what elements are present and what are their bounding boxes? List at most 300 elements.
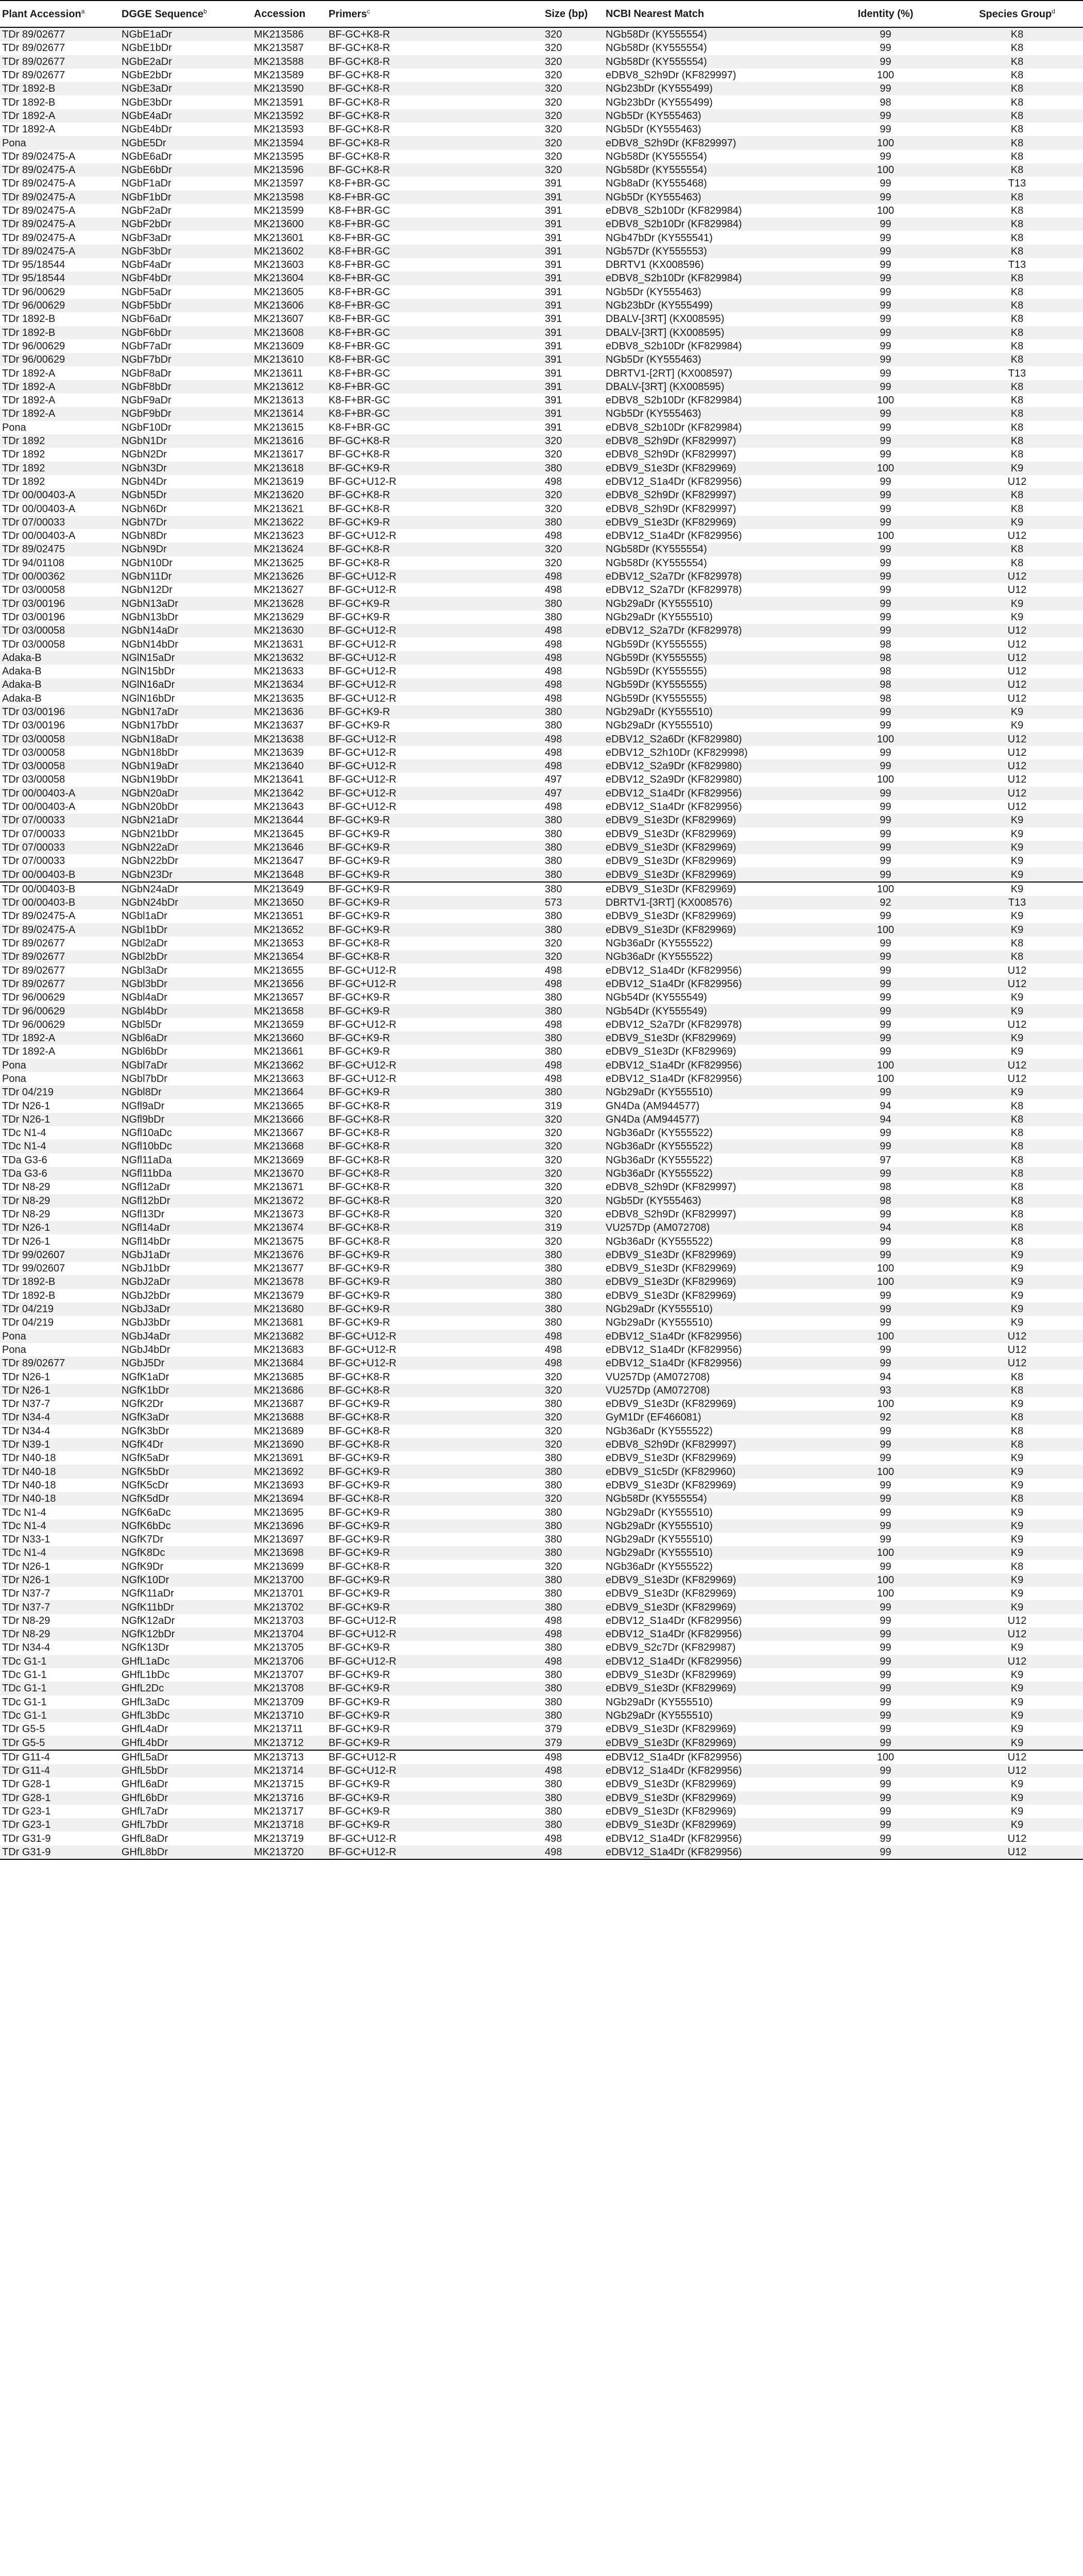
cell-dgge-sequence: NGbN3Dr: [119, 462, 252, 475]
cell-dgge-sequence: NGbN20bDr: [119, 800, 252, 814]
cell-accession: MK213617: [252, 448, 326, 461]
cell-size: 380: [543, 1546, 604, 1560]
cell-size: 498: [543, 1059, 604, 1072]
cell-species-group: U12: [951, 1018, 1083, 1031]
cell-species-group: K9: [951, 1248, 1083, 1262]
cell-size: 380: [543, 1587, 604, 1600]
cell-identity: 99: [820, 1709, 951, 1722]
cell-dgge-sequence: NGbN22bDr: [119, 854, 252, 868]
cell-accession: MK213666: [252, 1113, 326, 1126]
cell-species-group: K8: [951, 502, 1083, 515]
cell-primers: BF-GC+K9-R: [326, 1248, 543, 1262]
cell-accession: MK213644: [252, 814, 326, 827]
cell-accession: MK213706: [252, 1655, 326, 1668]
cell-size: 498: [543, 977, 604, 991]
cell-primers: BF-GC+U12-R: [326, 800, 543, 814]
table-row: [0, 1750, 1083, 1764]
cell-size: 320: [543, 150, 604, 163]
cell-primers: BF-GC+K9-R: [326, 1696, 543, 1709]
cell-accession: MK213647: [252, 854, 326, 868]
cell-accession: MK213614: [252, 407, 326, 420]
cell-identity: 99: [820, 1302, 951, 1316]
cell-size: 380: [543, 1600, 604, 1614]
cell-ncbi-match: eDBV9_S1e3Dr (KF829969): [604, 1289, 820, 1302]
cell-ncbi-match: NGb36aDr (KY555522): [604, 950, 820, 963]
cell-species-group: U12: [951, 529, 1083, 543]
cell-primers: BF-GC+K8-R: [326, 123, 543, 136]
cell-plant-accession: TDr 89/02677: [0, 937, 119, 950]
cell-accession: MK213640: [252, 759, 326, 773]
cell-dgge-sequence: NGbl7bDr: [119, 1072, 252, 1086]
cell-size: 380: [543, 854, 604, 868]
cell-primers: K8-F+BR-GC: [326, 380, 543, 394]
cell-size: 380: [543, 705, 604, 719]
cell-size: 380: [543, 1262, 604, 1275]
cell-dgge-sequence: NGbJ3bDr: [119, 1316, 252, 1329]
cell-plant-accession: TDr 89/02475-A: [0, 204, 119, 217]
cell-plant-accession: TDr G31-9: [0, 1832, 119, 1845]
cell-primers: BF-GC+K9-R: [326, 896, 543, 909]
cell-identity: 99: [820, 1668, 951, 1682]
table-row: [0, 1641, 1083, 1654]
cell-size: 320: [543, 1167, 604, 1180]
cell-identity: 100: [820, 1587, 951, 1600]
cell-dgge-sequence: NGbE3bDr: [119, 95, 252, 109]
cell-ncbi-match: eDBV12_S2h10Dr (KF829998): [604, 746, 820, 759]
table-row: [0, 1194, 1083, 1208]
cell-species-group: K9: [951, 854, 1083, 868]
cell-ncbi-match: eDBV8_S2h9Dr (KF829997): [604, 448, 820, 461]
cell-plant-accession: TDr 89/02677: [0, 1357, 119, 1370]
table-row: [0, 556, 1083, 570]
cell-ncbi-match: NGb58Dr (KY555554): [604, 556, 820, 570]
cell-ncbi-match: eDBV9_S1e3Dr (KF829969): [604, 1722, 820, 1736]
cell-species-group: U12: [951, 1750, 1083, 1764]
cell-dgge-sequence: GHfL5bDr: [119, 1764, 252, 1777]
cell-ncbi-match: eDBV8_S2h9Dr (KF829997): [604, 434, 820, 448]
cell-species-group: K8: [951, 556, 1083, 570]
cell-ncbi-match: eDBV9_S1e3Dr (KF829969): [604, 462, 820, 475]
cell-plant-accession: TDr 89/02475-A: [0, 191, 119, 204]
cell-size: 391: [543, 299, 604, 312]
cell-plant-accession: TDa G3-6: [0, 1167, 119, 1180]
cell-dgge-sequence: NGbE1bDr: [119, 41, 252, 55]
cell-dgge-sequence: NGbF1aDr: [119, 177, 252, 190]
cell-ncbi-match: NGb23bDr (KY555499): [604, 95, 820, 109]
table-row: [0, 1628, 1083, 1641]
cell-plant-accession: TDr G23-1: [0, 1805, 119, 1818]
cell-primers: BF-GC+U12-R: [326, 1357, 543, 1370]
cell-identity: 100: [820, 1573, 951, 1587]
table-row: [0, 1330, 1083, 1343]
cell-species-group: U12: [951, 651, 1083, 665]
cell-identity: 100: [820, 1397, 951, 1411]
cell-primers: BF-GC+K8-R: [326, 82, 543, 95]
cell-species-group: T13: [951, 258, 1083, 272]
header-primers: Primers$^c$: [326, 1, 543, 27]
cell-plant-accession: Pona: [0, 1343, 119, 1357]
cell-dgge-sequence: NGfl11aDa: [119, 1154, 252, 1167]
cell-identity: 99: [820, 109, 951, 123]
cell-dgge-sequence: NGbl1bDr: [119, 923, 252, 937]
cell-plant-accession: TDr 07/00033: [0, 854, 119, 868]
cell-identity: 99: [820, 285, 951, 299]
cell-plant-accession: TDr 00/00403-A: [0, 488, 119, 502]
cell-primers: BF-GC+K8-R: [326, 1425, 543, 1438]
cell-identity: 99: [820, 759, 951, 773]
cell-accession: MK213661: [252, 1045, 326, 1058]
cell-primers: BF-GC+U12-R: [326, 1059, 543, 1072]
cell-plant-accession: Adaka-B: [0, 665, 119, 678]
cell-ncbi-match: NGb5Dr (KY555463): [604, 191, 820, 204]
cell-identity: 99: [820, 421, 951, 434]
cell-ncbi-match: eDBV9_S1e3Dr (KF829969): [604, 854, 820, 868]
cell-dgge-sequence: NGbN14bDr: [119, 637, 252, 651]
header-size: Size (bp): [543, 1, 604, 27]
cell-primers: K8-F+BR-GC: [326, 366, 543, 380]
cell-accession: MK213592: [252, 109, 326, 123]
cell-primers: BF-GC+K8-R: [326, 1438, 543, 1451]
cell-identity: 100: [820, 732, 951, 745]
cell-primers: BF-GC+K9-R: [326, 1791, 543, 1805]
cell-plant-accession: TDr 89/02677: [0, 963, 119, 977]
cell-dgge-sequence: NGfl12aDr: [119, 1180, 252, 1194]
cell-identity: 99: [820, 407, 951, 420]
cell-size: 380: [543, 1289, 604, 1302]
cell-dgge-sequence: NGfl13Dr: [119, 1208, 252, 1221]
cell-accession: MK213701: [252, 1587, 326, 1600]
cell-ncbi-match: DBALV-[3RT] (KX008595): [604, 380, 820, 394]
cell-plant-accession: TDr 96/00629: [0, 285, 119, 299]
cell-size: 380: [543, 814, 604, 827]
cell-identity: 98: [820, 678, 951, 691]
cell-accession: MK213590: [252, 82, 326, 95]
cell-primers: BF-GC+K8-R: [326, 1384, 543, 1397]
cell-species-group: K9: [951, 1709, 1083, 1722]
cell-species-group: K9: [951, 1696, 1083, 1709]
cell-primers: BF-GC+K8-R: [326, 1113, 543, 1126]
cell-dgge-sequence: NGbF7bDr: [119, 353, 252, 366]
cell-accession: MK213600: [252, 217, 326, 231]
cell-identity: 99: [820, 1208, 951, 1221]
cell-identity: 99: [820, 1248, 951, 1262]
cell-ncbi-match: NGb5Dr (KY555463): [604, 353, 820, 366]
table-row: [0, 1234, 1083, 1248]
cell-identity: 99: [820, 1031, 951, 1045]
cell-accession: MK213604: [252, 272, 326, 285]
cell-accession: MK213665: [252, 1099, 326, 1112]
cell-primers: BF-GC+K9-R: [326, 1302, 543, 1316]
cell-plant-accession: TDr 1892-A: [0, 1031, 119, 1045]
cell-plant-accession: TDc G1-1: [0, 1655, 119, 1668]
cell-ncbi-match: eDBV9_S1e3Dr (KF829969): [604, 882, 820, 896]
cell-species-group: K9: [951, 1682, 1083, 1695]
cell-species-group: K8: [951, 1425, 1083, 1438]
cell-plant-accession: TDr N40-18: [0, 1451, 119, 1465]
cell-primers: K8-F+BR-GC: [326, 191, 543, 204]
table-row: [0, 191, 1083, 204]
cell-identity: 98: [820, 1194, 951, 1208]
cell-accession: MK213716: [252, 1791, 326, 1805]
cell-primers: BF-GC+K9-R: [326, 1668, 543, 1682]
table-row: [0, 272, 1083, 285]
cell-accession: MK213626: [252, 570, 326, 583]
table-row: [0, 1791, 1083, 1805]
cell-species-group: K9: [951, 882, 1083, 896]
cell-accession: MK213622: [252, 516, 326, 529]
cell-species-group: K8: [951, 163, 1083, 177]
cell-size: 380: [543, 1397, 604, 1411]
cell-identity: 99: [820, 1167, 951, 1180]
table-row: [0, 1519, 1083, 1533]
cell-size: 380: [543, 1533, 604, 1546]
cell-identity: 99: [820, 1628, 951, 1641]
cell-ncbi-match: eDBV9_S1e3Dr (KF829969): [604, 1818, 820, 1832]
cell-accession: MK213655: [252, 963, 326, 977]
cell-accession: MK213657: [252, 991, 326, 1004]
cell-identity: 98: [820, 665, 951, 678]
cell-species-group: U12: [951, 1357, 1083, 1370]
cell-species-group: T13: [951, 366, 1083, 380]
cell-size: 380: [543, 1709, 604, 1722]
cell-plant-accession: TDr 03/00196: [0, 597, 119, 610]
cell-plant-accession: Pona: [0, 1072, 119, 1086]
cell-identity: 99: [820, 746, 951, 759]
cell-size: 497: [543, 787, 604, 800]
cell-ncbi-match: eDBV12_S1a4Dr (KF829956): [604, 475, 820, 488]
table-row: [0, 1764, 1083, 1777]
cell-primers: K8-F+BR-GC: [326, 407, 543, 420]
cell-primers: BF-GC+U12-R: [326, 583, 543, 597]
cell-accession: MK213602: [252, 245, 326, 258]
cell-identity: 99: [820, 340, 951, 353]
cell-primers: BF-GC+U12-R: [326, 1832, 543, 1845]
cell-accession: MK213670: [252, 1167, 326, 1180]
cell-identity: 99: [820, 1018, 951, 1031]
cell-species-group: U12: [951, 692, 1083, 705]
cell-primers: BF-GC+K9-R: [326, 1533, 543, 1546]
table-row: [0, 516, 1083, 529]
cell-primers: BF-GC+K9-R: [326, 1086, 543, 1099]
cell-species-group: K9: [951, 1275, 1083, 1289]
table-row: [0, 1167, 1083, 1180]
cell-primers: BF-GC+K8-R: [326, 937, 543, 950]
cell-accession: MK213713: [252, 1750, 326, 1764]
table-row: [0, 285, 1083, 299]
cell-species-group: K8: [951, 285, 1083, 299]
cell-species-group: K9: [951, 462, 1083, 475]
cell-dgge-sequence: NGbF10Dr: [119, 421, 252, 434]
cell-dgge-sequence: NGbl2aDr: [119, 937, 252, 950]
cell-dgge-sequence: NGbF5aDr: [119, 285, 252, 299]
cell-species-group: K8: [951, 55, 1083, 69]
cell-plant-accession: TDr 1892-A: [0, 1045, 119, 1058]
cell-identity: 98: [820, 95, 951, 109]
cell-plant-accession: TDr 03/00058: [0, 746, 119, 759]
cell-dgge-sequence: NGbl8Dr: [119, 1086, 252, 1099]
cell-ncbi-match: NGb58Dr (KY555554): [604, 1492, 820, 1505]
table-row: [0, 1505, 1083, 1519]
cell-dgge-sequence: NGbN21bDr: [119, 827, 252, 841]
cell-accession: MK213618: [252, 462, 326, 475]
cell-accession: MK213720: [252, 1845, 326, 1859]
cell-identity: 99: [820, 841, 951, 854]
cell-species-group: K9: [951, 1289, 1083, 1302]
cell-ncbi-match: eDBV12_S1a4Dr (KF829956): [604, 1628, 820, 1641]
cell-size: 380: [543, 1505, 604, 1519]
cell-accession: MK213605: [252, 285, 326, 299]
cell-identity: 99: [820, 1316, 951, 1329]
cell-species-group: K8: [951, 299, 1083, 312]
cell-dgge-sequence: NGfK7Dr: [119, 1533, 252, 1546]
cell-size: 380: [543, 909, 604, 923]
cell-primers: BF-GC+U12-R: [326, 692, 543, 705]
cell-plant-accession: TDr 07/00033: [0, 516, 119, 529]
cell-primers: BF-GC+K9-R: [326, 719, 543, 732]
cell-ncbi-match: eDBV9_S1e3Dr (KF829969): [604, 923, 820, 937]
cell-size: 320: [543, 1384, 604, 1397]
cell-primers: BF-GC+K9-R: [326, 882, 543, 896]
cell-species-group: U12: [951, 678, 1083, 691]
cell-size: 380: [543, 1248, 604, 1262]
cell-dgge-sequence: NGfK11bDr: [119, 1600, 252, 1614]
cell-plant-accession: TDr 1892-B: [0, 1275, 119, 1289]
cell-species-group: K8: [951, 191, 1083, 204]
cell-identity: 99: [820, 1696, 951, 1709]
cell-primers: K8-F+BR-GC: [326, 340, 543, 353]
table-row: [0, 217, 1083, 231]
cell-species-group: K9: [951, 1004, 1083, 1018]
cell-plant-accession: TDr 1892-A: [0, 380, 119, 394]
cell-dgge-sequence: NGbN24bDr: [119, 896, 252, 909]
cell-size: 498: [543, 1764, 604, 1777]
cell-ncbi-match: eDBV12_S1a4Dr (KF829956): [604, 1845, 820, 1859]
cell-size: 320: [543, 1492, 604, 1505]
cell-size: 320: [543, 1438, 604, 1451]
table-row: [0, 1600, 1083, 1614]
table-row: [0, 1357, 1083, 1370]
cell-primers: BF-GC+K8-R: [326, 27, 543, 41]
cell-plant-accession: TDr 03/00058: [0, 773, 119, 786]
cell-accession: MK213671: [252, 1180, 326, 1194]
cell-size: 380: [543, 1316, 604, 1329]
cell-accession: MK213650: [252, 896, 326, 909]
table-row: [0, 624, 1083, 637]
cell-plant-accession: TDc N1-4: [0, 1505, 119, 1519]
table-row: [0, 637, 1083, 651]
cell-ncbi-match: eDBV12_S1a4Dr (KF829956): [604, 1832, 820, 1845]
cell-plant-accession: TDr 1892-B: [0, 82, 119, 95]
cell-accession: MK213619: [252, 475, 326, 488]
cell-size: 320: [543, 543, 604, 556]
cell-size: 320: [543, 41, 604, 55]
cell-accession: MK213631: [252, 637, 326, 651]
cell-accession: MK213668: [252, 1140, 326, 1153]
cell-species-group: K8: [951, 231, 1083, 244]
cell-species-group: K8: [951, 1126, 1083, 1140]
header-identity: Identity (%): [820, 1, 951, 27]
cell-size: 498: [543, 1343, 604, 1357]
cell-primers: K8-F+BR-GC: [326, 231, 543, 244]
cell-dgge-sequence: GHfL2Dc: [119, 1682, 252, 1695]
cell-primers: BF-GC+U12-R: [326, 1072, 543, 1086]
table-row: [0, 462, 1083, 475]
cell-primers: BF-GC+U12-R: [326, 1628, 543, 1641]
table-row: [0, 27, 1083, 41]
cell-species-group: K8: [951, 1154, 1083, 1167]
cell-accession: MK213709: [252, 1696, 326, 1709]
cell-accession: MK213719: [252, 1832, 326, 1845]
cell-species-group: K8: [951, 123, 1083, 136]
cell-identity: 99: [820, 1777, 951, 1791]
cell-ncbi-match: eDBV12_S1a4Dr (KF829956): [604, 963, 820, 977]
cell-plant-accession: TDr 89/02475-A: [0, 909, 119, 923]
cell-accession: MK213608: [252, 326, 326, 340]
table-row: [0, 583, 1083, 597]
cell-plant-accession: TDr N8-29: [0, 1628, 119, 1641]
cell-identity: 99: [820, 1289, 951, 1302]
cell-size: 320: [543, 55, 604, 69]
cell-accession: MK213597: [252, 177, 326, 190]
cell-identity: 99: [820, 380, 951, 394]
table-row: [0, 746, 1083, 759]
cell-identity: 99: [820, 963, 951, 977]
cell-ncbi-match: eDBV8_S2h9Dr (KF829997): [604, 1438, 820, 1451]
cell-dgge-sequence: NGbN1Dr: [119, 434, 252, 448]
cell-identity: 99: [820, 366, 951, 380]
cell-identity: 99: [820, 1479, 951, 1492]
cell-species-group: K8: [951, 136, 1083, 149]
cell-identity: 94: [820, 1113, 951, 1126]
table-row: [0, 245, 1083, 258]
cell-identity: 99: [820, 55, 951, 69]
cell-dgge-sequence: NGbN18bDr: [119, 746, 252, 759]
cell-accession: MK213607: [252, 312, 326, 326]
cell-dgge-sequence: NGbJ4aDr: [119, 1330, 252, 1343]
table-row: [0, 800, 1083, 814]
cell-primers: BF-GC+K8-R: [326, 1560, 543, 1573]
cell-species-group: K8: [951, 448, 1083, 461]
cell-identity: 94: [820, 1370, 951, 1383]
cell-dgge-sequence: NGbN21aDr: [119, 814, 252, 827]
table-row: [0, 41, 1083, 55]
cell-ncbi-match: NGb5Dr (KY555463): [604, 123, 820, 136]
cell-species-group: U12: [951, 1330, 1083, 1343]
cell-primers: BF-GC+K8-R: [326, 163, 543, 177]
cell-ncbi-match: NGb36aDr (KY555522): [604, 1167, 820, 1180]
cell-identity: 99: [820, 827, 951, 841]
cell-accession: MK213649: [252, 882, 326, 896]
cell-primers: BF-GC+K9-R: [326, 1600, 543, 1614]
cell-ncbi-match: DBRTV1-[2RT] (KX008597): [604, 366, 820, 380]
cell-plant-accession: TDr 89/02475-A: [0, 163, 119, 177]
table-row: [0, 55, 1083, 69]
cell-primers: K8-F+BR-GC: [326, 258, 543, 272]
cell-plant-accession: TDr 96/00629: [0, 1018, 119, 1031]
cell-dgge-sequence: NGbJ1bDr: [119, 1262, 252, 1275]
cell-identity: 99: [820, 909, 951, 923]
cell-ncbi-match: eDBV8_S2h9Dr (KF829997): [604, 69, 820, 82]
cell-dgge-sequence: GHfL7bDr: [119, 1818, 252, 1832]
cell-plant-accession: TDr G28-1: [0, 1791, 119, 1805]
cell-ncbi-match: NGb36aDr (KY555522): [604, 1234, 820, 1248]
cell-ncbi-match: eDBV12_S2a7Dr (KF829978): [604, 624, 820, 637]
cell-identity: 99: [820, 1805, 951, 1818]
cell-accession: MK213664: [252, 1086, 326, 1099]
cell-dgge-sequence: NGfl10aDc: [119, 1126, 252, 1140]
cell-ncbi-match: eDBV8_S2b10Dr (KF829984): [604, 421, 820, 434]
cell-size: 320: [543, 163, 604, 177]
